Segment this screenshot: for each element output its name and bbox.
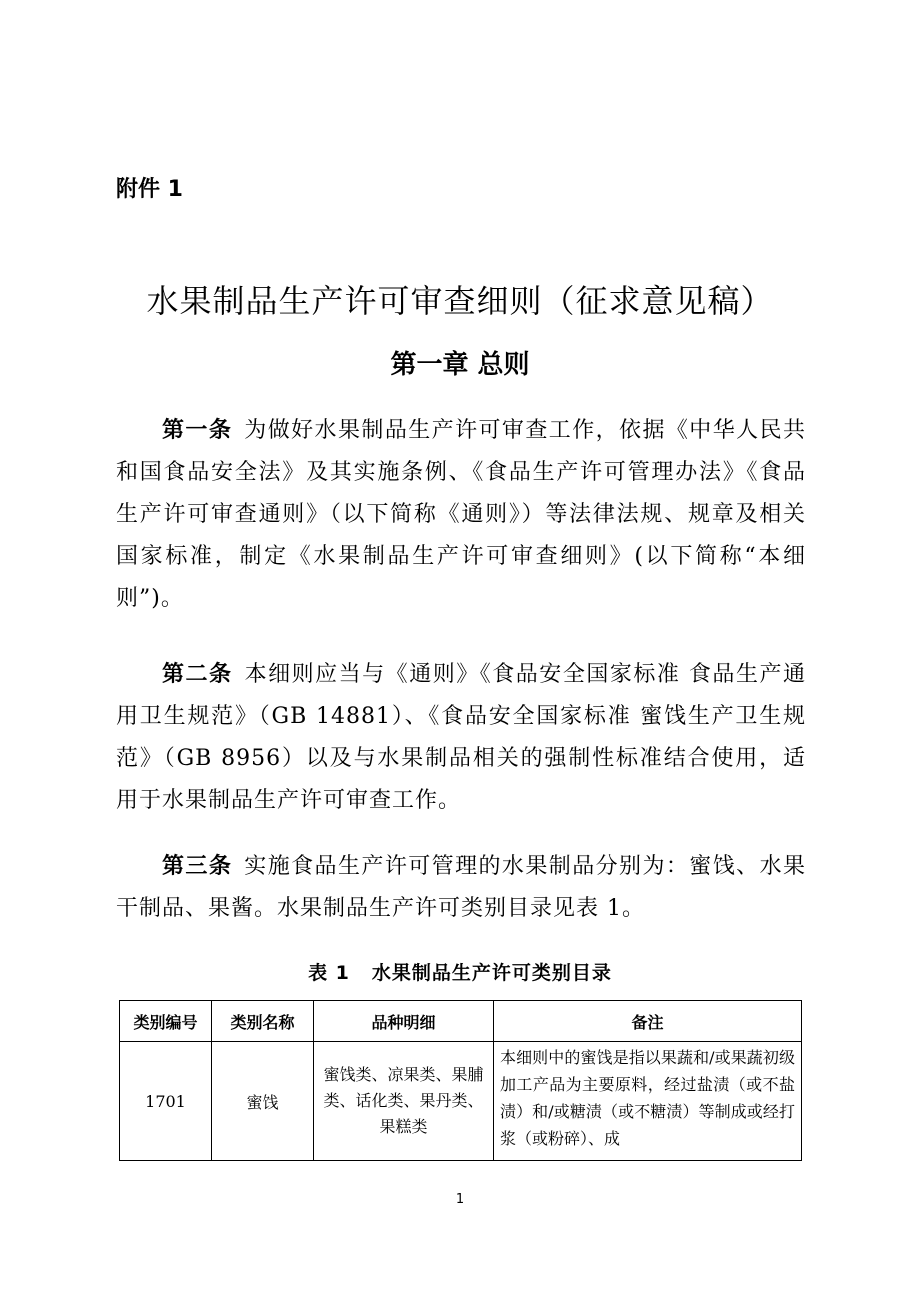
cell-name: 蜜饯 <box>212 1042 314 1161</box>
chapter-heading: 第一章 总则 <box>390 350 530 380</box>
cell-varieties: 蜜饯类、凉果类、果脯类、话化类、果丹类、果糕类 <box>314 1042 494 1161</box>
header-remark: 备注 <box>494 1001 802 1042</box>
article-1-text: 为做好水果制品生产许可审查工作，依据《中华人民共和国食品安全法》及其实施条例、《食品生产许可管理办法》《食品生产许可审查通则》（以下简称《通则》）等法律法规、规章及相关国家标准，制定《水果制品生产许可审查细则》(以下简称“本细则”)。 <box>116 418 806 611</box>
table-row <box>120 1042 802 1161</box>
article-3 <box>116 846 806 930</box>
article-2 <box>116 654 806 822</box>
table-caption-title: 水果制品生产许可类别目录 <box>371 962 612 984</box>
header-code: 类别编号 <box>120 1001 212 1042</box>
page-number: 1 <box>455 1192 465 1207</box>
article-1 <box>116 410 806 620</box>
attachment-label: 附件 1 <box>116 177 183 202</box>
article-1-lead: 第一条 <box>162 418 233 443</box>
article-2-text: 本细则应当与《通则》《食品安全国家标准 食品生产通用卫生规范》（GB 14881）、《食品安全国家标准 蜜饯生产卫生规范》（GB 8956）以及与水果制品相关的强制性标准结合使用，适用于水果制品生产许可审查工作。 <box>116 662 806 813</box>
cell-remark: 本细则中的蜜饯是指以果蔬和/或果蔬初级加工产品为主要原料，经过盐渍（或不盐渍）和/或糖渍（或不糖渍）等制成或经打浆（或粉碎）、成 <box>494 1042 802 1161</box>
document-title: 水果制品生产许可审查细则（征求意见稿） <box>146 282 774 320</box>
article-3-text: 实施食品生产许可管理的水果制品分别为：蜜饯、水果干制品、果酱。水果制品生产许可类别目录见表 1。 <box>116 854 806 921</box>
category-table <box>119 1000 802 1161</box>
table-caption <box>0 958 920 985</box>
header-name: 类别名称 <box>212 1001 314 1042</box>
article-2-lead: 第二条 <box>162 662 233 687</box>
article-3-lead: 第三条 <box>162 854 233 879</box>
header-varieties: 品种明细 <box>314 1001 494 1042</box>
table-caption-number: 表 1 <box>308 962 350 984</box>
table-header-row <box>120 1001 802 1042</box>
cell-code: 1701 <box>120 1042 212 1161</box>
